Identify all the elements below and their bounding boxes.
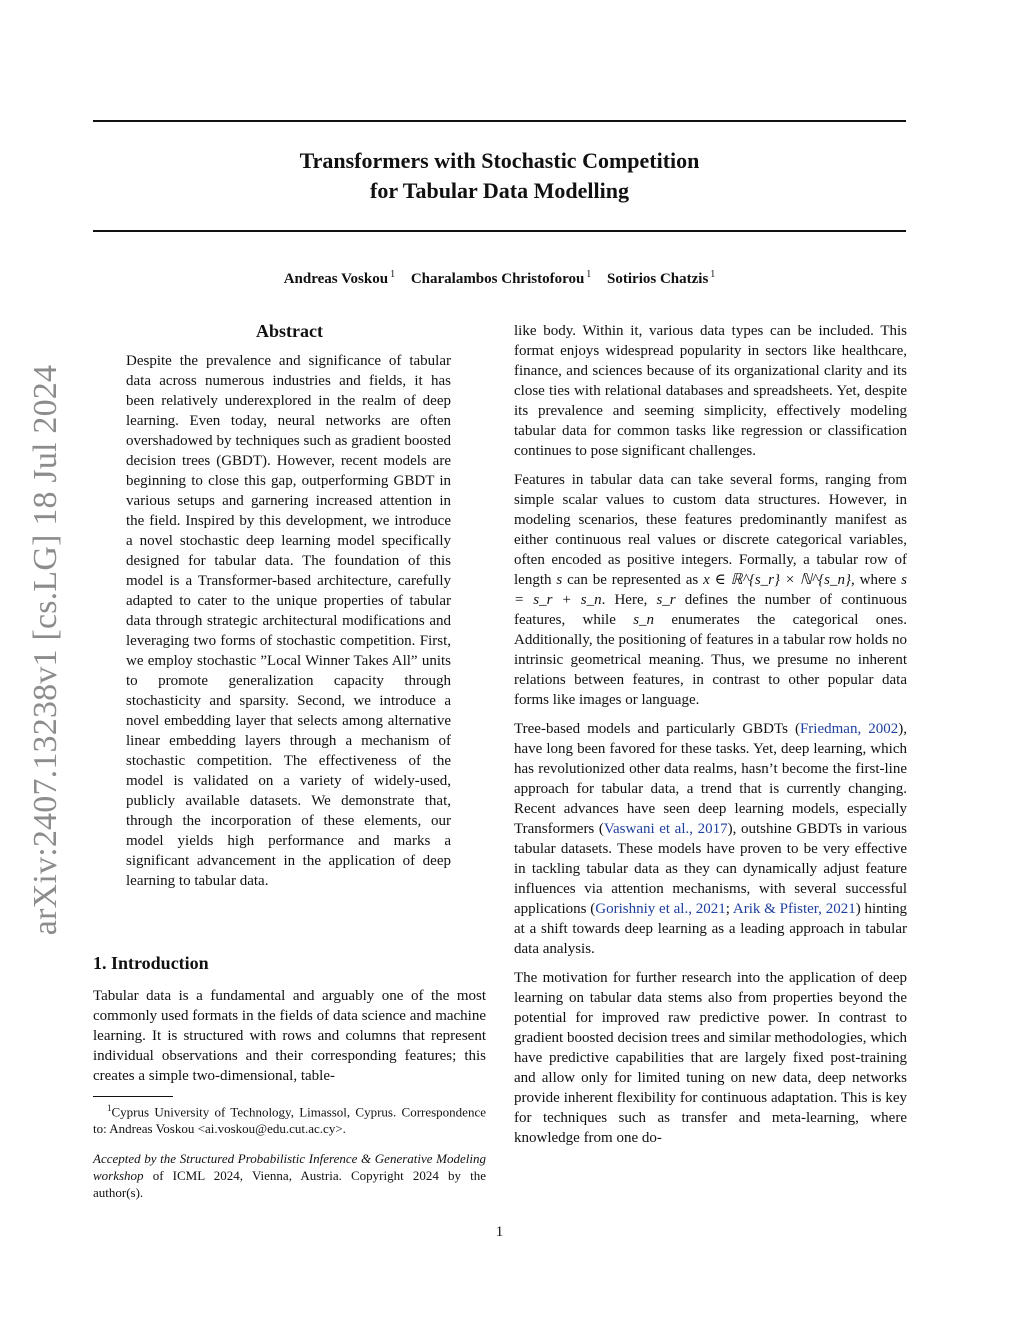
affiliation-mark: 1 <box>586 269 592 280</box>
math-inline: s <box>556 572 563 588</box>
author-1 <box>284 271 395 287</box>
abstract-text: Despite the prevalence and significance of tabular data across numerous industries and fields, it has been relatively underexplored in the realm of deep learning. Even today, neural networks are often overshadowed by techniques such as gradient boosted decision trees (GBDT). However, recent models are beginning to close this gap, outperforming GBDT in various setups and garnering increased attention in the field. Inspired by this development, we introduce a novel stochastic deep learning model specifically designed for tabular data. The foundation of this model is a Transformer-based architecture, carefully adapted to cater to the unique properties of tabular data through strategic architectural modifications and leveraging two forms of stochastic competition. First, we employ stochastic ”Local Winner Takes All” units to promote generalization capacity through stochasticity and sparsity. Second, we introduce a novel embedding layer that selects among alternative linear embedding layers through a mechanism of stochastic competition. The effectiveness of the model is validated on a variety of widely-used, publicly available datasets. We demonstrate that, through the incorporation of these elements, our model yields high performance and marks a significant advancement in the application of deep learning to tabular data. <box>126 353 451 889</box>
introduction-heading: 1. Introduction <box>93 953 209 973</box>
title-line-2: for Tabular Data Modelling <box>370 178 629 203</box>
citation-link[interactable]: Gorishniy et al., 2021 <box>595 901 726 917</box>
paper-title <box>93 146 906 206</box>
author-3 <box>607 271 715 287</box>
intro-paragraph-1-left: Tabular data is a fundamental and arguably one of the most commonly used formats in the fields of data science and machine learning. It is structured with rows and columns that represent individual observations and their corresponding features; this creates a simple two-dimensional, table- <box>93 988 486 1084</box>
top-rule <box>93 120 906 122</box>
acceptance-venue: Accepted by the Structured Probabilistic Inference & Generative Modeling workshop <box>93 1151 486 1183</box>
math-inline: s_n <box>633 612 655 628</box>
footnote-text: Cyprus University of Technology, Limassol, Cyprus. Correspondence to: Andreas Voskou <ai.voskou@edu.cut.ac.cy>. <box>93 1104 486 1137</box>
author-2 <box>411 271 591 287</box>
affiliation-mark: 1 <box>390 269 396 280</box>
math-inline: s = s_r + s_n <box>514 572 907 608</box>
citation-link[interactable]: Arik & Pfister, 2021 <box>732 901 856 917</box>
footnote <box>93 1100 486 1137</box>
footnote-rule <box>93 1096 173 1097</box>
citation-link[interactable]: Friedman, 2002 <box>799 721 899 737</box>
footnote-mark: 1 <box>107 1103 112 1113</box>
author-name: Charalambos Christoforou <box>410 271 585 287</box>
math-inline: s_r <box>656 592 676 608</box>
math-inline: x ∈ ℝ^{s_r} × ℕ^{s_n} <box>703 572 852 588</box>
abstract-heading: Abstract <box>256 321 323 341</box>
citation-link[interactable]: Vaswani et al., 2017 <box>603 821 728 837</box>
intro-paragraph-1-right: like body. Within it, various data types can be included. This format enjoys widespread popularity in sectors like healthcare, finance, and sciences because of its organizational clarity and its close ties with relational databases and spreadsheets. Yet, despite its prevalence and seeming simplicity, effectively modeling tabular data for common tasks like regression or classification continues to pose significant challenges. <box>514 323 907 459</box>
arxiv-stamp: arXiv:2407.13238v1 [cs.LG] 18 Jul 2024 <box>27 364 64 936</box>
bottom-rule <box>93 230 906 232</box>
intro-paragraph-4: The motivation for further research into the application of deep learning on tabular data stems also from properties beyond the potential for improved raw predictive power. In contrast to gradient boosted decision trees and similar methodologies, which have predictive capabilities that are largely fixed post-training and allow only for limited tuning on new data, deep networks provide inherent flexibility for continuous adaptation. This is key for techniques such as transfer and meta-learning, where knowledge from one do- <box>514 970 907 1146</box>
author-name: Andreas Voskou <box>283 271 389 287</box>
author-list <box>93 265 906 289</box>
right-column <box>514 321 907 1157</box>
author-name: Sotirios Chatzis <box>607 271 709 287</box>
acceptance-note <box>93 1150 486 1201</box>
title-line-1: Transformers with Stochastic Competition <box>299 148 700 173</box>
intro-paragraph-2: Features in tabular data can take several forms, ranging from simple scalar values to custom data structures. However, in modeling scenarios, these features predominantly manifest as either continuous real values or discrete categorical variables, often encoded as positive integers. Formally, a tabular row of length s can be represented as x ∈ ℝ^{s_r} × ℕ^{s_n}, where s = s_r + s_n. Here, s_r defines the number of continuous features, while s_n enumerates the categorical ones. Additionally, the positioning of features in a tabular row holds no intrinsic geometrical meaning. Thus, we presume no inherent relations between features, in contrast to other popular data forms like images or language. <box>514 472 908 708</box>
page-number: 1 <box>495 1224 504 1240</box>
acceptance-rest: of ICML 2024, Vienna, Austria. Copyright 2024 by the author(s). <box>93 1168 486 1200</box>
affiliation-mark: 1 <box>710 269 716 280</box>
intro-paragraph-3: Tree-based models and particularly GBDTs (Friedman, 2002), have long been favored for these tasks. Yet, deep learning, which has revolutionized other data realms, hasn’t become the first-line approach for tabular data, a trend that is currently changing. Recent advances have seen deep learning models, especially Transformers (Vaswani et al., 2017), outshine GBDTs in various tabular datasets. These models have proven to be very effective in tackling tabular data as they can dynamically adjust feature influences via attention mechanisms, with several successful applications (Gorishniy et al., 2021; Arik & Pfister, 2021) hinting at a shift towards deep learning as a leading approach in tabular data analysis. <box>514 721 907 957</box>
